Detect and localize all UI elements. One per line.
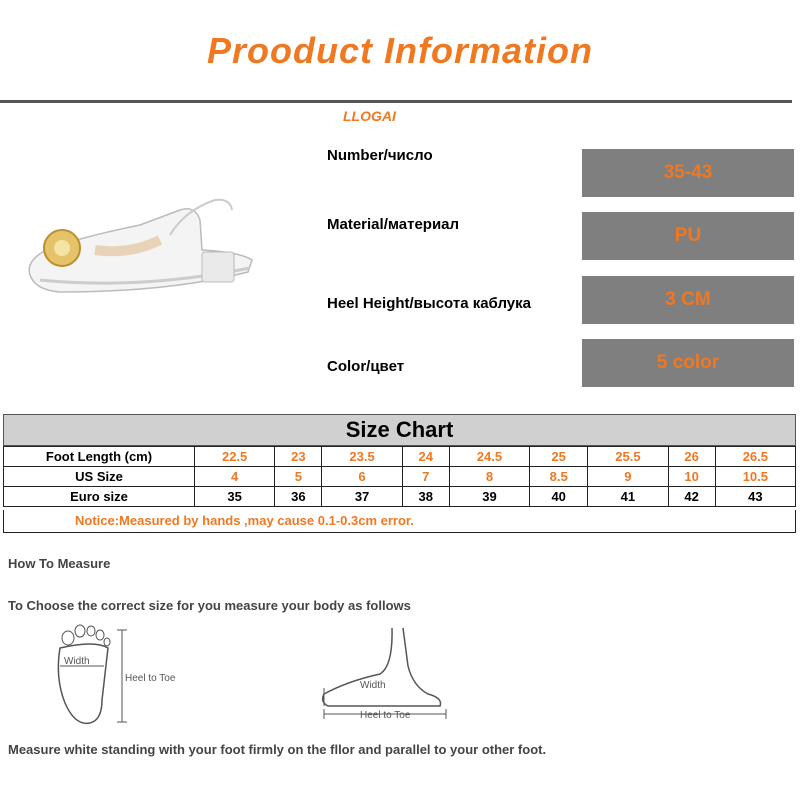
- info-label-material: Material/материал: [327, 216, 460, 233]
- info-value-number: 35-43: [582, 149, 794, 197]
- table-cell: 22.5: [195, 447, 275, 467]
- side-heel-to-toe-label: Heel to Toe: [360, 710, 411, 721]
- table-cell: 38: [402, 487, 449, 507]
- measure-instruction: To Choose the correct size for you measure your body as follows: [8, 598, 411, 613]
- table-cell: 26: [668, 447, 715, 467]
- row-header-us-size: US Size: [4, 467, 195, 487]
- heel-to-toe-label: Heel to Toe: [125, 673, 176, 684]
- toe-shape: [62, 631, 74, 645]
- size-chart-title: Size Chart: [3, 414, 796, 446]
- foot-side-diagram: [318, 626, 458, 722]
- table-cell: 24.5: [449, 447, 529, 467]
- table-cell: 42: [668, 487, 715, 507]
- toe-shape: [87, 626, 95, 636]
- side-width-label: Width: [360, 680, 386, 691]
- table-cell: 39: [449, 487, 529, 507]
- toe-shape: [104, 638, 110, 646]
- info-value-color: 5 color: [582, 339, 794, 387]
- table-cell: 24: [402, 447, 449, 467]
- table-cell: 8.5: [530, 467, 588, 487]
- table-cell: 40: [530, 487, 588, 507]
- measurement-notice: Notice:Measured by hands ,may cause 0.1-0.3cm error.: [75, 513, 414, 528]
- table-cell: 37: [322, 487, 402, 507]
- width-label: Width: [64, 656, 90, 667]
- table-row: [4, 467, 796, 487]
- table-cell: 36: [275, 487, 322, 507]
- table-cell: 23.5: [322, 447, 402, 467]
- table-cell: 8: [449, 467, 529, 487]
- table-cell: 4: [195, 467, 275, 487]
- page-title: Prooduct Information: [207, 30, 593, 71]
- table-cell: 5: [275, 467, 322, 487]
- table-cell: 26.5: [715, 447, 795, 467]
- table-cell: 23: [275, 447, 322, 467]
- size-chart-table: [3, 446, 796, 507]
- toe-shape: [96, 630, 104, 640]
- table-cell: 6: [322, 467, 402, 487]
- table-row: [4, 487, 796, 507]
- row-header-foot-length: Foot Length (cm): [4, 447, 195, 467]
- info-value-heel-height: 3 CM: [582, 276, 794, 324]
- shoe-image: [20, 180, 270, 300]
- table-cell: 7: [402, 467, 449, 487]
- foot-side-outline: [323, 628, 441, 706]
- brand-name: LLOGAI: [343, 108, 396, 124]
- toe-shape: [75, 625, 85, 637]
- row-header-euro-size: Euro size: [4, 487, 195, 507]
- measure-footer-text: Measure white standing with your foot firmly on the fllor and parallel to your other foot.: [8, 742, 547, 757]
- info-value-material: PU: [582, 212, 794, 260]
- how-to-measure-heading: How To Measure: [8, 556, 111, 571]
- table-cell: 43: [715, 487, 795, 507]
- table-row: [4, 447, 796, 467]
- foot-top-diagram: [40, 618, 200, 730]
- table-cell: 25.5: [588, 447, 668, 467]
- table-cell: 10.5: [715, 467, 795, 487]
- table-cell: 10: [668, 467, 715, 487]
- table-cell: 9: [588, 467, 668, 487]
- info-label-heel-height: Heel Height/высота каблука: [327, 295, 531, 312]
- info-label-number: Number/число: [327, 147, 433, 164]
- table-cell: 41: [588, 487, 668, 507]
- table-cell: 35: [195, 487, 275, 507]
- title-divider: [0, 100, 792, 103]
- table-cell: 25: [530, 447, 588, 467]
- info-label-color: Color/цвет: [327, 358, 405, 375]
